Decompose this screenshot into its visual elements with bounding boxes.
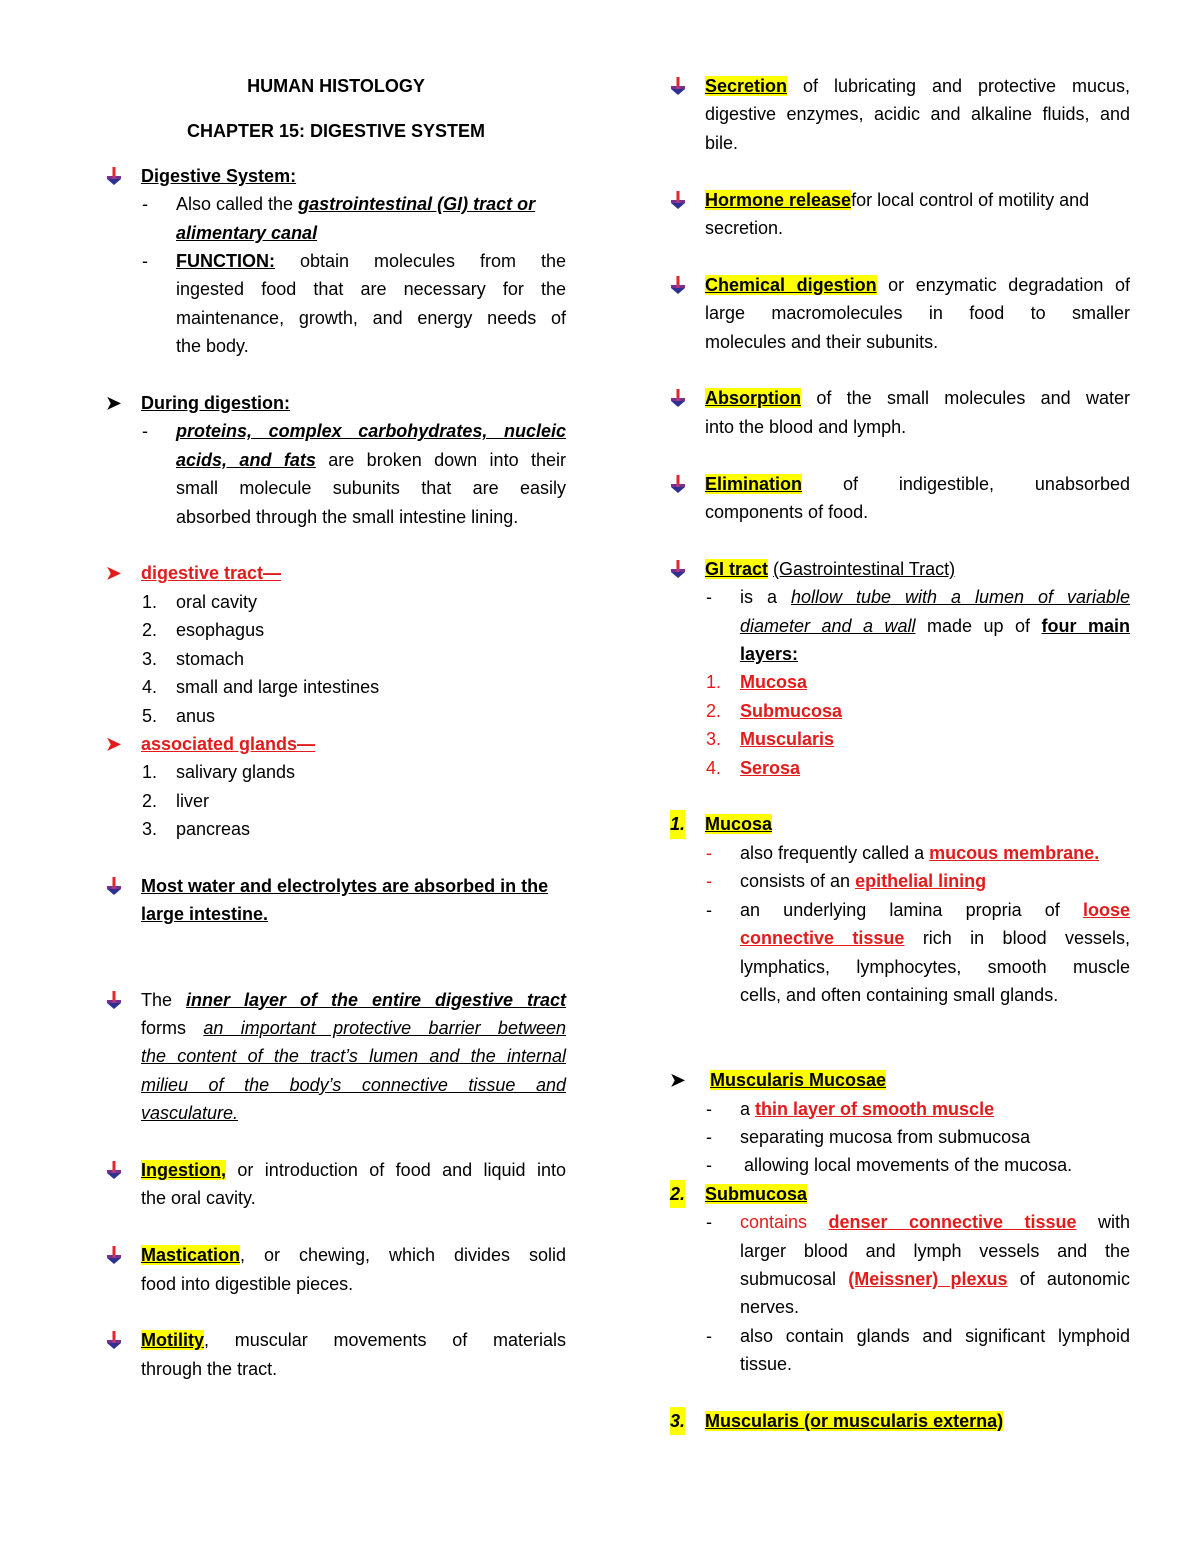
dash-item: - contains denser connective tissue with (706, 1212, 1130, 1233)
text-line: the body. (176, 336, 249, 357)
chemical-note: Chemical digestion or enzymatic degradation of (670, 271, 1130, 299)
dash-item: - also frequently called a mucous membrane. (706, 842, 1100, 863)
checklist-down-arrow-icon (668, 474, 688, 494)
text-line: the oral cavity. (141, 1188, 256, 1209)
checklist-down-arrow-icon (668, 559, 688, 579)
text-line: connective tissue rich in blood vessels, (740, 928, 1130, 949)
text-line: larger blood and lymph vessels and the (740, 1240, 1130, 1261)
dash-item: - consists of an epithelial lining (706, 871, 987, 892)
text-line: nerves. (740, 1297, 800, 1318)
during-digestion-heading: ➤ During digestion: (106, 389, 566, 417)
text-line: digestive enzymes, acidic and alkaline fluids, and (705, 104, 1130, 125)
text-line: cells, and often containing small glands. (740, 984, 1059, 1005)
hormone-note: Hormone releasefor local control of motility and (670, 186, 1130, 214)
text-line: ingested food that are necessary for the (176, 279, 566, 300)
text-line: molecules and their subunits. (705, 331, 939, 352)
text-line: maintenance, growth, and energy needs of (176, 307, 566, 328)
arrowhead-icon: ➤ (670, 1070, 686, 1091)
digestive-tract-heading: ➤ digestive tract— (106, 559, 566, 587)
dash-item: - separating mucosa from submucosa (706, 1126, 1031, 1147)
text-line: bile. (705, 132, 739, 153)
checklist-down-arrow-icon (668, 275, 688, 295)
text-line: absorbed through the small intestine lining. (176, 506, 519, 527)
list-item: 2. liver (142, 790, 210, 811)
text-line: tissue. (740, 1354, 793, 1375)
text-line: components of food. (705, 502, 869, 523)
dash-item: - proteins, complex carbohydrates, nucleic (142, 421, 566, 442)
checklist-down-arrow-icon (668, 76, 688, 96)
list-item: 3. stomach (142, 648, 245, 669)
dash-item: - an underlying lamina propria of loose (706, 899, 1130, 920)
document-title: HUMAN HISTOLOGY (247, 76, 425, 96)
text-line: secretion. (705, 218, 784, 239)
text-line: into the blood and lymph. (705, 416, 907, 437)
checklist-down-arrow-icon (104, 1330, 124, 1350)
list-item: 1. Mucosa (706, 672, 808, 693)
submucosa-heading: 2. Submucosa (670, 1180, 1130, 1208)
checklist-down-arrow-icon (668, 388, 688, 408)
text-line: vasculature. (141, 1103, 239, 1124)
dash-item: - a thin layer of smooth muscle (706, 1098, 995, 1119)
inner-layer-note: The inner layer of the entire digestive tract (106, 986, 566, 1014)
left-column (106, 72, 566, 1383)
text-line: through the tract. (141, 1358, 278, 1379)
checklist-down-arrow-icon (104, 876, 124, 896)
checklist-down-arrow-icon (104, 1160, 124, 1180)
text-line: large macromolecules in food to smaller (705, 303, 1130, 324)
text-line: food into digestible pieces. (141, 1273, 354, 1294)
text-line: small molecule subunits that are easily (176, 478, 566, 499)
checklist-down-arrow-icon (104, 1245, 124, 1265)
text-line: diameter and a wall made up of four main (740, 615, 1130, 636)
list-item: 4. small and large intestines (142, 677, 380, 698)
text-line: alimentary canal (176, 222, 318, 243)
text-line: lymphatics, lymphocytes, smooth muscle (740, 956, 1130, 977)
dash-item: - also contain glands and significant lymphoid (706, 1325, 1130, 1346)
muscularis-mucosae-heading: ➤ Muscularis Mucosae (670, 1066, 1130, 1094)
text-line: layers: (740, 644, 799, 665)
gi-tract-heading: GI tract (Gastrointestinal Tract) (670, 555, 1130, 583)
list-item: 3. pancreas (142, 819, 251, 840)
dash-item: - allowing local movements of the mucosa. (706, 1155, 1073, 1176)
checklist-down-arrow-icon (104, 166, 124, 186)
ingestion-note: Ingestion, or introduction of food and liquid into (106, 1156, 566, 1184)
chapter-title: CHAPTER 15: DIGESTIVE SYSTEM (186, 121, 486, 142)
list-item: 5. anus (142, 705, 216, 726)
arrowhead-icon: ➤ (106, 393, 122, 414)
right-column (670, 72, 1130, 1435)
motility-note: Motility, muscular movements of materials (106, 1326, 566, 1354)
absorption-note: Absorption of the small molecules and water (670, 384, 1130, 412)
dash-item: - FUNCTION: obtain molecules from the (142, 251, 566, 272)
list-item: 4. Serosa (706, 757, 801, 778)
muscularis-heading: 3. Muscularis (or muscularis externa) (670, 1407, 1130, 1435)
text-line: milieu of the body’s connective tissue and (141, 1074, 566, 1095)
dash-item: - is a hollow tube with a lumen of variable (706, 587, 1130, 608)
text-line: submucosal (Meissner) plexus of autonomic (740, 1268, 1130, 1289)
dash-item: - Also called the gastrointestinal (GI) tract or (142, 194, 536, 215)
list-item: 2. Submucosa (706, 700, 843, 721)
checklist-down-arrow-icon (668, 190, 688, 210)
list-item: 1. salivary glands (142, 762, 296, 783)
text-line: large intestine. (141, 904, 269, 925)
secretion-note: Secretion of lubricating and protective mucus, (670, 72, 1130, 100)
list-item: 3. Muscularis (706, 729, 835, 750)
arrowhead-icon: ➤ (106, 563, 122, 584)
text-line: acids, and fats are broken down into their (176, 449, 566, 470)
text-line: the content of the tract’s lumen and the internal (141, 1046, 566, 1067)
arrowhead-icon: ➤ (106, 733, 122, 754)
associated-glands-heading: ➤ associated glands— (106, 730, 566, 758)
mucosa-heading: 1. Mucosa (670, 810, 1130, 838)
digestive-system-heading: Digestive System: (106, 162, 566, 190)
list-item: 2. esophagus (142, 620, 265, 641)
text-line: forms an important protective barrier between (141, 1017, 566, 1038)
water-note: Most water and electrolytes are absorbed in the (106, 872, 566, 900)
mastication-note: Mastication, or chewing, which divides solid (106, 1241, 566, 1269)
list-item: 1. oral cavity (142, 591, 258, 612)
checklist-down-arrow-icon (104, 990, 124, 1010)
elimination-note: Elimination of indigestible, unabsorbed (670, 470, 1130, 498)
